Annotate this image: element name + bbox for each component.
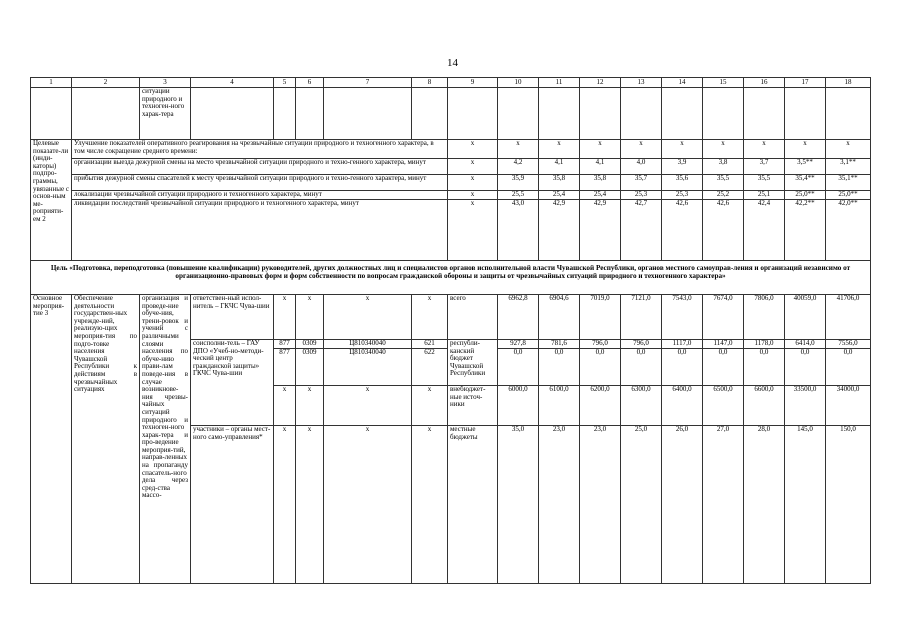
program-table (30, 77, 871, 584)
target-text: Улучшение показателей оперативного реагирования на чрезвычайные ситуации природного и техногенного характера, в том числе сокращение среднего времени: (72, 140, 448, 159)
column-number: 9 (448, 78, 498, 88)
target-row: организации выезда дежурной смены на место чрезвычайной ситуации природного и техно-генного характера, минут x 4,2 4,1 4,1 4,0 3,9 3,8 3,7 3,5** 3,1** (31, 158, 871, 174)
column-number: 14 (662, 78, 703, 88)
responsible-executor: ответствен-ный испол-нитель – ГКЧС Чува-шии (191, 295, 274, 340)
column-number: 4 (191, 78, 274, 88)
goal-row (31, 261, 871, 295)
column-number: 13 (621, 78, 662, 88)
measure-label: Основное мероприя-тие 3 (31, 295, 72, 584)
cont-text: ситуации природного и техноген-ного харак-тера (140, 88, 191, 140)
co-executor: соисполни-тель – ГАУ ДПО «Учеб-но-методи-ческий центр гражданской защиты» ГКЧС Чува-шии (191, 340, 274, 426)
measure-republic-row: 877 0309 Ц810340040 622 0,0 0,0 0,0 0,0 0,0 0,0 0,0 0,0 0,0 (31, 349, 871, 386)
column-number: 18 (826, 78, 871, 88)
column-number: 12 (580, 78, 621, 88)
measure-local-row: участники – органы мест-ного само-управления* x x x x местные бюджеты 35,0 23,0 23,0 25,0 26,0 27,0 28,0 145,0 150,0 (31, 426, 871, 584)
column-number: 2 (72, 78, 140, 88)
measure-total-row: Основное мероприя-тие 3 Обеспечение деятельности государствен-ных учрежде-ний, реализую-щих мероприя-тия по подго-товке населения Чувашской Республики к действиям в чрезвычайных ситуациях организация и проведе-ние обуче-ния, трени-ровок и учений с различными слоями населения по обуче-нию прави-лам поведе-ния в случае возникнове-ния чрезвы-чайных ситуаций природного и техноген-ного харак-тера и про-ведение мероприя-тий, направ-ленных на пропаганду спасатель-ного дела через сред-ства массо- ответствен-ный испол-нитель – ГКЧС Чува-шии x x x x всего 6962,8 6904,6 7019,0 7121,0 7543,0 7674,0 7806,0 40059,0 41706,0 (31, 295, 871, 340)
funding-source: всего (448, 295, 498, 340)
column-number: 17 (785, 78, 826, 88)
target-row: ликвидации последствий чрезвычайной ситуации природного и техногенного характера, минут x 43,0 42,9 42,9 42,7 42,6 42,6 42,4 42,2** 42,0** (31, 199, 871, 260)
goal-text: Цель «Подготовка, переподготовка (повышение квалификации) руководителей, других должностных лиц и специалистов органов исполнительной власти Чувашской Республики, органов местного самоуправ-ления и организаций независимо от организационно-правовых форм и форм собственности по вопросам гражданской обороны и защиты от чрезвычайных ситуаций природного и техногенного характера» (31, 261, 871, 295)
measure-extra-row: x x x x внебюджет-ные источ-ники 6000,0 6100,0 6200,0 6300,0 6400,0 6500,0 6600,0 33500,0 34000,0 (31, 386, 871, 426)
column-number: 3 (140, 78, 191, 88)
page-number: 14 (447, 57, 458, 69)
target-row: прибытия дежурной смены спасателей к месту чрезвычайной ситуации природного и техно-генного характера, минут x 35,9 35,8 35,8 35,7 35,6 35,5 35,5 35,4** 35,1** (31, 174, 871, 190)
measure-title: Обеспечение деятельности государствен-ных учрежде-ний, реализую-щих мероприя-тия по подго-товке населения Чувашской Республики к действиям в чрезвычайных ситуациях (72, 295, 140, 584)
target-row: Целевые показате-ли (инди-каторы) подпро-граммы, увязанные с основ-ным ме-роприяти-ем 2 Улучшение показателей оперативного реагирования на чрезвычайные ситуации природного и техногенного характера, в том числе сокращение среднего времени: x x x x x x x x x x (31, 140, 871, 159)
column-number: 1 (31, 78, 72, 88)
column-number-row (31, 78, 871, 88)
funding-source: внебюджет-ные источ-ники (448, 386, 498, 426)
continuation-row (31, 88, 871, 140)
target-text: ликвидации последствий чрезвычайной ситуации природного и техногенного характера, минут (72, 199, 448, 260)
funding-source: местные бюджеты (448, 426, 498, 584)
column-number: 6 (296, 78, 324, 88)
targets-label: Целевые показате-ли (инди-каторы) подпро-граммы, увязанные с основ-ным ме-роприяти-ем 2 (31, 140, 72, 261)
measure-republic-row: соисполни-тель – ГАУ ДПО «Учеб-но-методи-ческий центр гражданской защиты» ГКЧС Чува-шии 877 0309 Ц810340040 621 республи-канский бюджет Чувашской Республики 927,8 781,6 796,0 796,0 1117,0 1147,0 1178,0 6414,0 7556,0 (31, 340, 871, 349)
column-number: 16 (744, 78, 785, 88)
column-number: 7 (324, 78, 412, 88)
target-row: локализации чрезвычайной ситуации природного и техногенного характера, минут x 25,5 25,4 25,4 25,3 25,3 25,2 25,1 25,0** 25,0** (31, 190, 871, 199)
column-number: 5 (274, 78, 296, 88)
measure-description: организация и проведе-ние обуче-ния, трени-ровок и учений с различными слоями населения по обуче-нию прави-лам поведе-ния в случае возникнове-ния чрезвы-чайных ситуаций природного и техноген-ного харак-тера и про-ведение мероприя-тий, направ-ленных на пропаганду спасатель-ного дела через сред-ства массо- (140, 295, 191, 584)
column-number: 15 (703, 78, 744, 88)
column-number: 11 (539, 78, 580, 88)
target-text: локализации чрезвычайной ситуации природного и техногенного характера, минут (72, 190, 448, 199)
funding-source: республи-канский бюджет Чувашской Республики (448, 340, 498, 386)
participants: участники – органы мест-ного само-управления* (191, 426, 274, 584)
target-text: прибытия дежурной смены спасателей к месту чрезвычайной ситуации природного и техно-генного характера, минут (72, 174, 448, 190)
column-number: 8 (412, 78, 448, 88)
column-number: 10 (498, 78, 539, 88)
target-text: организации выезда дежурной смены на место чрезвычайной ситуации природного и техно-генного характера, минут (72, 158, 448, 174)
